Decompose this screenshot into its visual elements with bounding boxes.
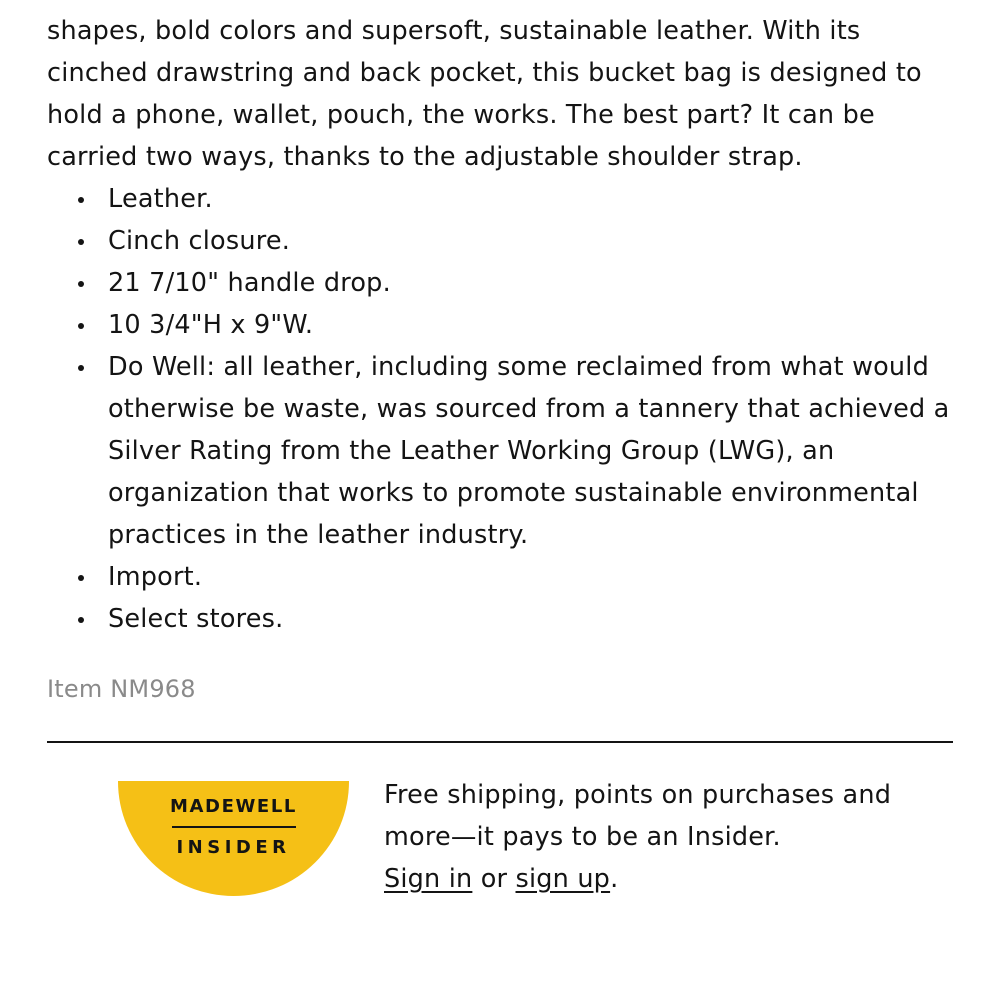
feature-item: Leather. bbox=[47, 178, 957, 220]
madewell-insider-logo bbox=[118, 781, 349, 896]
product-features-list bbox=[47, 178, 957, 640]
logo-wordmark-madewell: MADEWELL bbox=[170, 796, 297, 817]
feature-item: 10 3/4"H x 9"W. bbox=[47, 304, 957, 346]
sign-in-link[interactable]: Sign in bbox=[384, 864, 473, 894]
feature-item: Import. bbox=[47, 556, 957, 598]
or-text: or bbox=[480, 864, 508, 894]
feature-item: Cinch closure. bbox=[47, 220, 957, 262]
feature-item: 21 7/10" handle drop. bbox=[47, 262, 957, 304]
logo-wordmark-insider: INSIDER bbox=[176, 837, 291, 858]
insider-promo bbox=[384, 774, 904, 900]
item-number: Item NM968 bbox=[47, 675, 196, 703]
feature-item: Do Well: all leather, including some reclaimed from what would otherwise be waste, was sourced from a tannery that achieved a Silver Rating from the Leather Working Group (LWG), an organization that works to promote sustainable environmental practices in the leather industry. bbox=[47, 346, 957, 556]
section-divider bbox=[47, 741, 953, 743]
insider-promo-text: Free shipping, points on purchases and more—it pays to be an Insider. bbox=[384, 780, 892, 852]
promo-period: . bbox=[610, 864, 619, 894]
feature-item: Select stores. bbox=[47, 598, 957, 640]
sign-up-link[interactable]: sign up bbox=[515, 864, 611, 894]
product-description: shapes, bold colors and supersoft, sustainable leather. With its cinched drawstring and back pocket, this bucket bag is designed to hold a phone, wallet, pouch, the works. The best part? It can be carried two ways, thanks to the adjustable shoulder strap. bbox=[47, 16, 922, 172]
logo-rule bbox=[172, 826, 296, 828]
